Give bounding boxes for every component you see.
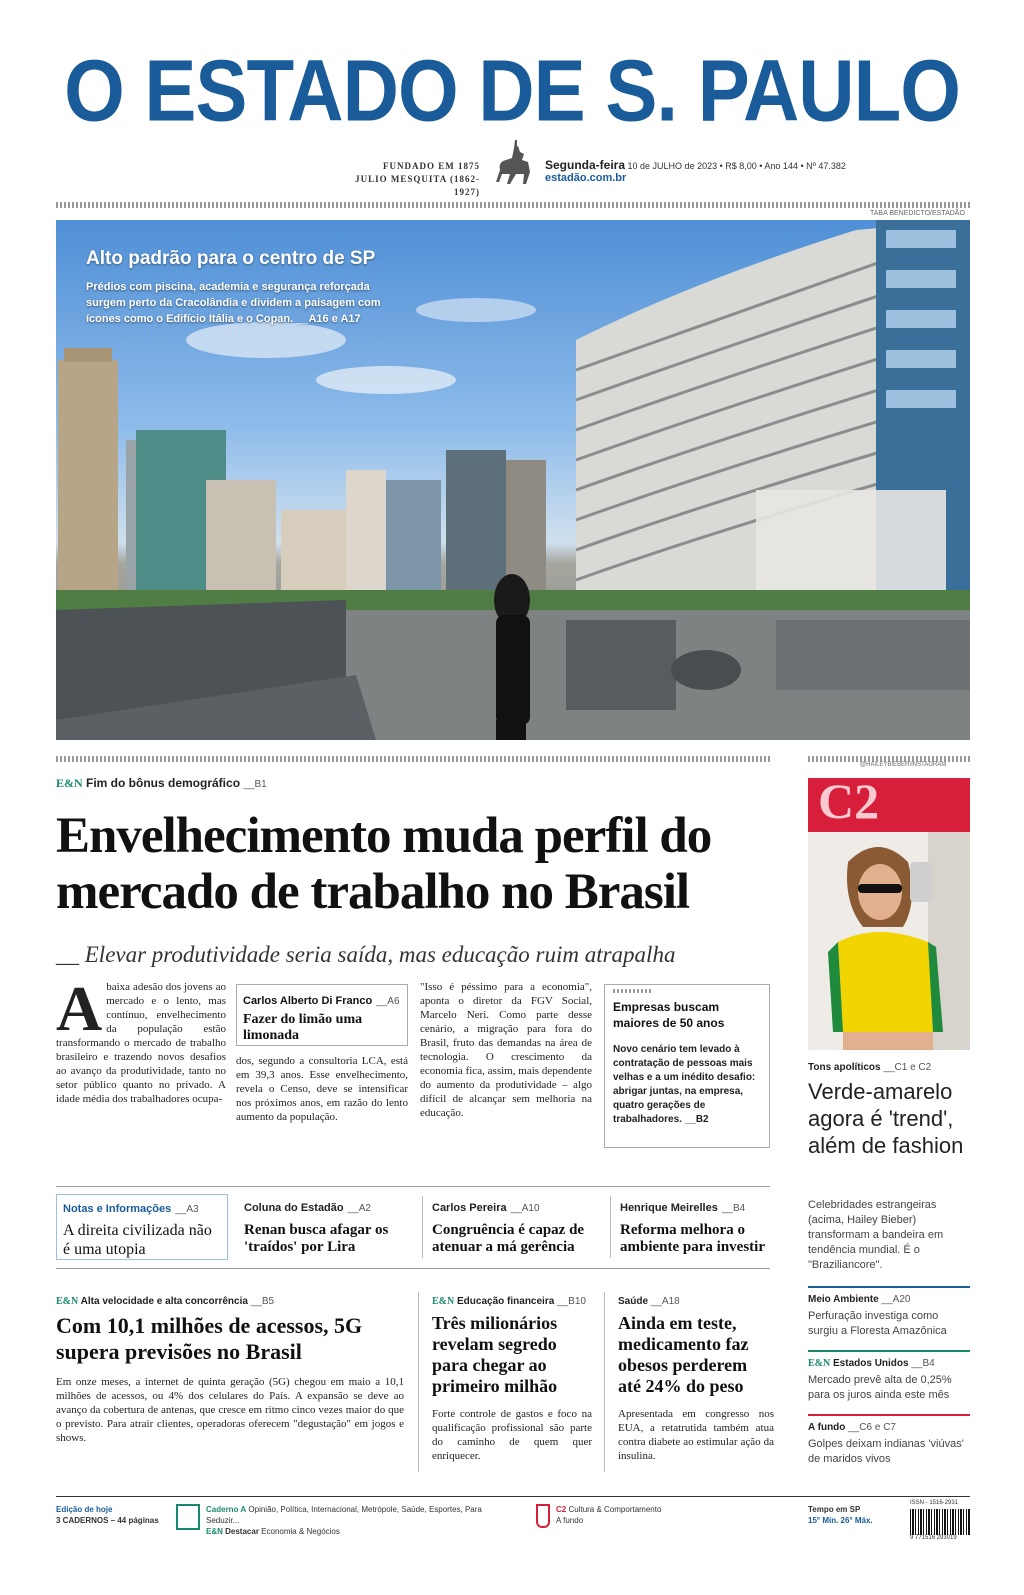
story-2-headline: Três milionários revelam segredo para chegar ao primeiro milhão — [432, 1313, 558, 1396]
brief-1-kicker-text: Meio Ambiente — [808, 1294, 879, 1305]
footer-weather — [808, 1504, 873, 1526]
hero-title: Alto padrão para o centro de SP — [86, 248, 376, 269]
side-box-rule — [613, 989, 653, 993]
footer-section-a-text: Opinião, Política, Internacional, Metrópole, Saúde, Esportes, Para Seduzir... — [206, 1505, 482, 1525]
en-section-tag: E&N — [56, 776, 83, 790]
barcode-digits: 9 771516 293019 — [910, 1535, 957, 1541]
brief-2-tag: E&N — [808, 1358, 831, 1369]
c2-kicker-text: Tons apolíticos — [808, 1062, 881, 1073]
hero-text: Prédios com piscina, academia e segurança reforçada surgem perto da Cracolândia e dividem a paisagem com ícones como o Edifício Itália e o Copan. __A16 e A17 — [86, 281, 381, 325]
footer-section-en-text: Economia & Negócios — [261, 1527, 340, 1536]
story-1[interactable] — [56, 1296, 404, 1445]
section-a-icon — [176, 1504, 200, 1530]
footer-edition-value: 3 CADERNOS – 44 páginas — [56, 1516, 159, 1525]
footer-section-a[interactable] — [206, 1504, 506, 1537]
column-cell-4-ref: __B4 — [721, 1203, 746, 1214]
side-brief-2[interactable] — [808, 1358, 970, 1403]
opinion-column-box[interactable] — [236, 984, 408, 1046]
story-3[interactable] — [618, 1296, 774, 1463]
column-cell-1-label: Notas e Informações — [63, 1203, 172, 1215]
column-cell-2-title: Renan busca afagar os 'traídos' por Lira — [244, 1222, 389, 1255]
c2-kicker-ref: __C1 e C2 — [883, 1062, 932, 1073]
story-divider-2 — [604, 1292, 605, 1472]
column-title: Fazer do limão uma limonada — [243, 1012, 363, 1043]
main-body-2: dos, segundo a consultoria LCA, está em 39,3 anos. Esse envelhecimento, revela o Censo, deve se intensificar nos próximos anos, em razão do lento aumento da população. — [236, 1055, 408, 1123]
brief-3-ref: __C6 e C7 — [848, 1422, 896, 1433]
column-cell-4[interactable] — [620, 1198, 770, 1256]
column-author: Carlos Alberto Di Franco — [243, 995, 373, 1007]
story-3-headline: Ainda em teste, medicamento faz obesos perderem até 24% do peso — [618, 1313, 749, 1396]
column-cell-3-title: Congruência é capaz de atenuar a má gerência — [432, 1222, 585, 1255]
c2-headline[interactable]: Verde-amarelo agora é 'trend', além de fashion — [808, 1079, 964, 1158]
brief-2-kicker — [808, 1358, 970, 1369]
main-deck: __ Elevar produtividade seria saída, mas educação ruim atrapalha — [56, 942, 676, 967]
side-box[interactable] — [604, 984, 770, 1148]
edition-details: 10 de JULHO de 2023 • R$ 8,00 • Ano 144 • Nº 47.382 — [627, 161, 846, 171]
column-cell-3-ref: __A10 — [510, 1203, 540, 1214]
story-1-kicker — [56, 1296, 404, 1307]
story-1-text: Em onze meses, a internet de quinta geração (5G) chegou em maio a 10,1 milhões de acessos, ou 4% dos celulares do País. A expansão se deve ao avanço da cobertura de antenas, que cresce em ritmo cinco vezes maior do que o previsto. Para atrair clientes, operadoras oferecem "degustação" em jogos e shows. — [56, 1376, 404, 1444]
brief-1-rule — [808, 1286, 970, 1288]
footer-weather-value: 15° Mín. 26° Máx. — [808, 1516, 873, 1525]
brief-3-kicker-text: A fundo — [808, 1422, 846, 1433]
brief-1-kicker — [808, 1294, 970, 1305]
story-3-ref: __A18 — [650, 1296, 680, 1307]
footer-section-c2[interactable] — [556, 1504, 756, 1526]
brief-3-kicker — [808, 1422, 970, 1433]
brief-3-text: Golpes deixam indianas 'viúvas' de maridos vivos — [808, 1438, 964, 1465]
c2-kicker — [808, 1062, 931, 1073]
section-c2-icon — [536, 1504, 550, 1528]
main-body-col1 — [56, 973, 226, 1106]
column-cell-4-title: Reforma melhora o ambiente para investir — [620, 1222, 765, 1255]
story-1-ref: __B5 — [250, 1296, 275, 1307]
founded-info — [330, 160, 480, 199]
brief-2-ref: __B4 — [911, 1358, 935, 1369]
columns-row-bottom-rule — [56, 1268, 770, 1269]
column-cell-3-label: Carlos Pereira — [432, 1202, 507, 1214]
edition-day: Segunda-feira — [545, 158, 626, 172]
footer-edition-label: Edição de hoje — [56, 1505, 113, 1514]
column-cell-1-ref: __A3 — [175, 1204, 199, 1215]
story-2-ref: __B10 — [557, 1296, 586, 1307]
story-1-tag: E&N — [56, 1296, 79, 1307]
story-3-text: Apresentada em congresso nos EUA, a retatrutida também atua contra diabete ao estimular ação da insulina. — [618, 1408, 774, 1462]
side-brief-3[interactable] — [808, 1422, 970, 1467]
barcode — [910, 1500, 970, 1542]
main-kicker-ref: __B1 — [243, 779, 267, 790]
story-2-text: Forte controle de gastos e foco na qualificação profissional são parte do caminho de quem quer enriquecer. — [432, 1408, 592, 1462]
c2-photo-illustration — [808, 832, 970, 1050]
footer-section-c2-label: C2 — [556, 1505, 567, 1514]
main-kicker — [56, 776, 267, 791]
column-cell-4-label: Henrique Meirelles — [620, 1202, 718, 1214]
main-body-1: baixa adesão dos jovens ao mercado e o lento, mas contínuo, envelhecimento da população estão transformando o mercado de trabalho brasileiro e trazendo novos desafios ao avanço da produtividade, tanto no setor público quanto no privado. A idade média dos trabalhadores ocupa- — [56, 981, 226, 1105]
footer-section-en: E&N — [206, 1527, 223, 1536]
main-headline[interactable]: Envelhecimento muda perfil do mercado de trabalho no Brasil — [56, 808, 712, 920]
brief-1-ref: __A20 — [881, 1294, 911, 1305]
masthead-rule — [56, 202, 970, 208]
story-2-kicker — [432, 1296, 592, 1307]
footer-section-c2-sub: A fundo — [556, 1516, 584, 1525]
edition-info — [545, 158, 846, 172]
column-divider-2 — [610, 1196, 611, 1258]
column-cell-3[interactable] — [432, 1198, 602, 1256]
main-story-rule — [56, 756, 770, 762]
story-3-kicker-text: Saúde — [618, 1296, 649, 1307]
brief-3-rule — [808, 1414, 970, 1416]
side-brief-1[interactable] — [808, 1294, 970, 1339]
story-1-headline: Com 10,1 milhões de acessos, 5G supera previsões no Brasil — [56, 1313, 363, 1364]
photo-credit: TABA BENEDICTO/ESTADÃO — [870, 210, 965, 217]
main-kicker-text: Fim do bônus demográfico — [86, 776, 241, 790]
horseman-logo-icon — [490, 140, 536, 188]
founded-year: FUNDADO EM 1875 — [383, 161, 480, 171]
barcode-issn: ISSN - 1516-2931 — [910, 1500, 959, 1506]
c2-logo: C2 — [818, 773, 880, 829]
c2-text: Celebridades estrangeiras (acima, Hailey Bieber) transformam a bandeira em tendência mundial. É o "Braziliancore". — [808, 1199, 944, 1271]
column-cell-2[interactable] — [244, 1198, 414, 1256]
column-ref: __A6 — [376, 996, 400, 1007]
story-1-kicker-text: Alta velocidade e alta concorrência — [80, 1296, 248, 1307]
barcode-bars — [910, 1509, 970, 1535]
founder: JULIO MESQUITA (1862-1927) — [355, 174, 480, 197]
column-cell-2-label: Coluna do Estadão — [244, 1202, 344, 1214]
footer-section-a-label: Caderno A — [206, 1505, 247, 1514]
story-2-tag: E&N — [432, 1296, 455, 1307]
column-divider-1 — [422, 1196, 423, 1258]
footer-weather-label: Tempo em SP — [808, 1505, 861, 1514]
column-cell-1-title: A direita civilizada não é uma utopia — [63, 1222, 212, 1258]
side-box-text: Novo cenário tem levado à contratação de pessoas mais velhas e a um inédito desafio: abrigar juntas, na empresa, quatro gerações de trabalhadores. __B2 — [613, 1044, 756, 1125]
footer-section-en-label: Destacar — [225, 1527, 259, 1536]
footer-edition — [56, 1504, 159, 1526]
site-link[interactable]: estadão.com.br — [545, 172, 627, 184]
brief-2-kicker-text: Estados Unidos — [833, 1358, 909, 1369]
footer-section-c2-text: Cultura & Comportamento — [568, 1505, 662, 1514]
story-2[interactable] — [432, 1296, 592, 1463]
side-box-title: Empresas buscam maiores de 50 anos — [613, 1000, 725, 1030]
dropcap: A — [56, 973, 103, 1044]
brief-2-rule — [808, 1350, 970, 1352]
main-body-3: "Isso é péssimo para a economia", aponta o diretor da FGV Social, Marcelo Neri. Como parte desse cenário, a migração para fora do Brasil, fruto das demandas na área de tecnologia. O crescimento da economia fica, assim, mais dependente do aumento da produtividade – algo difícil de alcançar sem melhoria na educação. — [420, 981, 592, 1119]
columns-row-top-rule — [56, 1186, 770, 1187]
column-cell-2-ref: __A2 — [347, 1203, 371, 1214]
brief-2-text: Mercado prevê alta de 0,25% para os juros ainda este mês — [808, 1374, 952, 1401]
newspaper-title: O ESTADO DE S. PAULO — [64, 41, 960, 140]
c2-photo[interactable] — [808, 832, 970, 1050]
footer-rule — [56, 1496, 970, 1497]
story-2-kicker-text: Educação financeira — [457, 1296, 555, 1307]
brief-1-text: Perfuração investiga como surgiu a Floresta Amazônica — [808, 1310, 947, 1337]
story-3-kicker — [618, 1296, 774, 1307]
c2-photo-credit: @HAILEYBIEBER/INSTAGRAM — [860, 762, 947, 768]
column-cell-1[interactable] — [56, 1194, 228, 1260]
story-divider-1 — [418, 1292, 419, 1472]
